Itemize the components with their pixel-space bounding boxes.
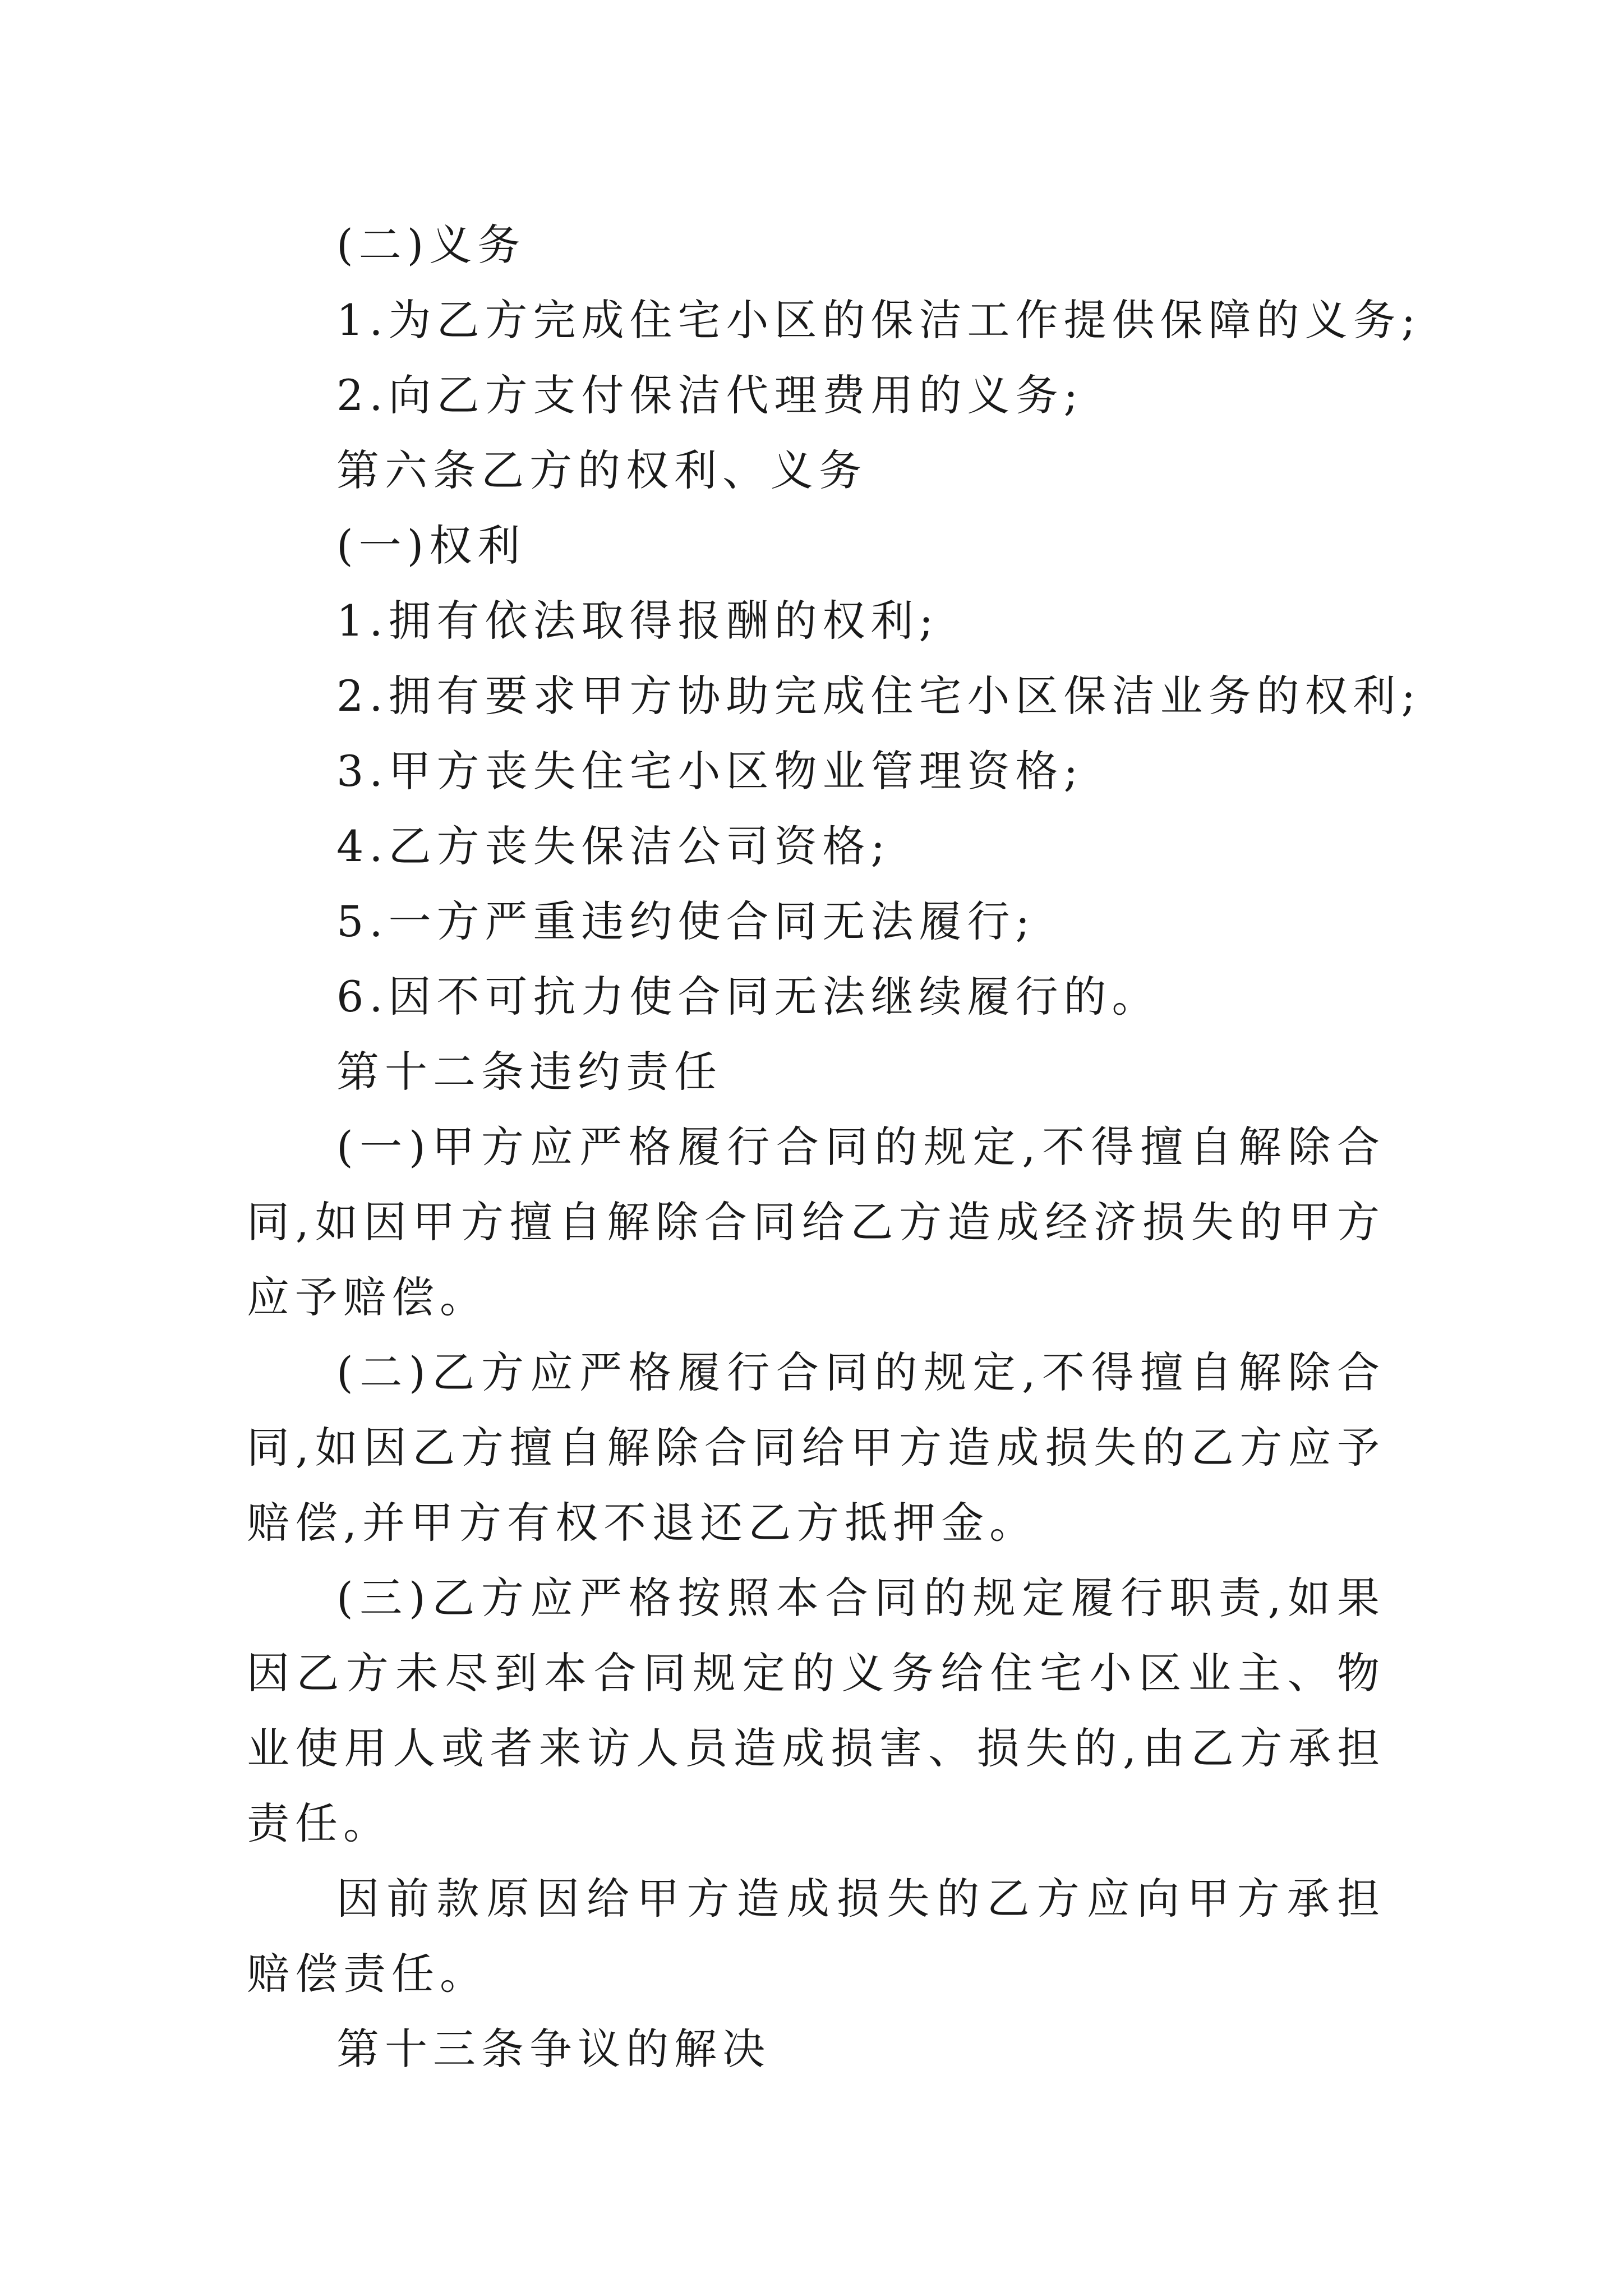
list-item: 1.拥有依法取得报酬的权利; — [336, 596, 939, 646]
liability-paragraph-4: 因前款原因给甲方造成损失的乙方应向甲方承担赔偿责任。 — [247, 1874, 1385, 1999]
list-item: 5.一方严重违约使合同无法履行; — [336, 896, 1036, 946]
liability-paragraph-1: (一)甲方应严格履行合同的规定,不得擅自解除合同,如因甲方擅自解除合同给乙方造成经济损失的甲方应予赔偿。 — [247, 1122, 1385, 1322]
section-heading-obligations: (二)义务 — [336, 220, 526, 270]
article-heading-13: 第十三条争议的解决 — [336, 2024, 771, 2074]
list-item: 6.因不可抗力使合同无法继续履行的。 — [336, 972, 1160, 1022]
document-body — [247, 208, 1422, 2087]
section-heading-rights: (一)权利 — [336, 521, 526, 570]
list-item: 1.为乙方完成住宅小区的保洁工作提供保障的义务; — [336, 295, 1422, 345]
list-item: 4.乙方丧失保洁公司资格; — [336, 821, 891, 871]
article-heading-12: 第十二条违约责任 — [336, 1047, 722, 1097]
list-item: 2.向乙方支付保洁代理费用的义务; — [336, 370, 1084, 420]
list-item: 3.甲方丧失住宅小区物业管理资格; — [336, 746, 1084, 796]
article-heading-6: 第六条乙方的权利、义务 — [336, 445, 867, 495]
liability-paragraph-3: (三)乙方应严格按照本合同的规定履行职责,如果因乙方未尽到本合同规定的义务给住宅小区业主、物业使用人或者来访人员造成损害、损失的,由乙方承担责任。 — [247, 1573, 1385, 1848]
list-item: 2.拥有要求甲方协助完成住宅小区保洁业务的权利; — [336, 671, 1422, 721]
liability-paragraph-2: (二)乙方应严格履行合同的规定,不得擅自解除合同,如因乙方擅自解除合同给甲方造成损失的乙方应予赔偿,并甲方有权不退还乙方抵押金。 — [247, 1347, 1385, 1548]
